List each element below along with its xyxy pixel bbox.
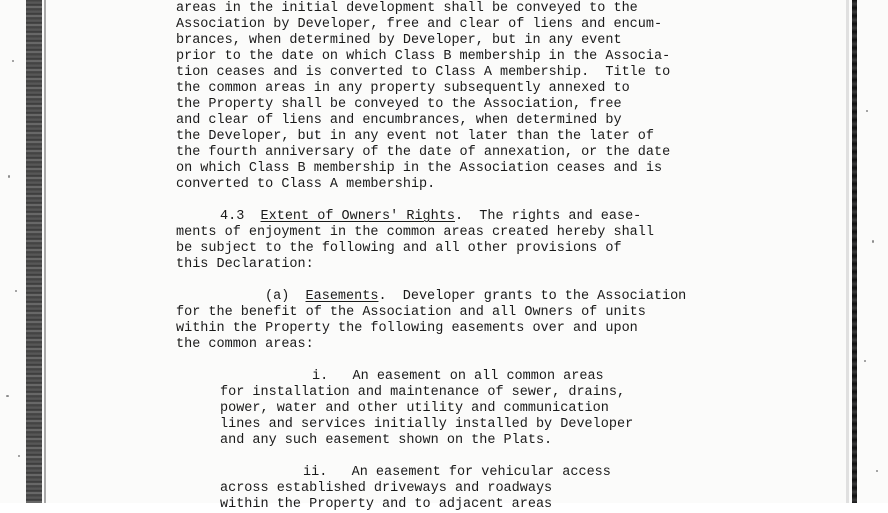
text-line: tion ceases and is converted to Class A membership. Title to xyxy=(176,65,671,80)
subsection-label: (a) xyxy=(265,289,290,304)
scan-edge-right xyxy=(852,0,857,503)
text-line: for the benefit of the Association and all Owners of units xyxy=(176,305,646,320)
text-line: areas in the initial development shall be conveyed to the xyxy=(176,1,638,16)
item-first-line xyxy=(312,369,604,385)
text-line: the fourth anniversary of the date of annexation, or the date xyxy=(176,145,671,160)
text-line: the Developer, but in any event not later than the later of xyxy=(176,129,654,144)
section-number: 4.3 xyxy=(220,209,245,224)
text-line: brances, when determined by Developer, but in any event xyxy=(176,33,622,48)
text-line: prior to the date on which Class B membership in the Associa- xyxy=(176,49,671,64)
text-line: power, water and other utility and communication xyxy=(220,401,609,416)
text-line: within the Property and to adjacent areas xyxy=(220,497,553,512)
text-line: and any such easement shown on the Plats. xyxy=(220,433,553,448)
text-line: and clear of liens and encumbrances, when determined by xyxy=(176,113,622,128)
text-line: across established driveways and roadways xyxy=(220,481,553,496)
scan-edge-right-shadow xyxy=(846,0,849,503)
text-line: Association by Developer, free and clear of liens and encum- xyxy=(176,17,663,32)
text-line: within the Property the following easements over and upon xyxy=(176,321,638,336)
text-line: the common areas in any property subsequently annexed to xyxy=(176,81,630,96)
item-label: i. xyxy=(312,369,329,384)
text-line: for installation and maintenance of sewer, drains, xyxy=(220,385,626,400)
text-line: the common areas: xyxy=(176,337,314,352)
text-line: lines and services initially installed by Developer xyxy=(220,417,634,432)
item-first-line-text: An easement for vehicular access xyxy=(351,465,611,480)
item-label: ii. xyxy=(303,465,328,480)
section-heading-line xyxy=(220,209,641,225)
subsection-first-line-rest: . Developer grants to the Association xyxy=(378,289,687,304)
text-line: the Property shall be conveyed to the Association, free xyxy=(176,97,622,112)
text-line: converted to Class A membership. xyxy=(176,177,436,192)
section-heading: Extent of Owners' Rights xyxy=(260,209,455,224)
text-line: be subject to the following and all other provisions of xyxy=(176,241,622,256)
subsection-heading: Easements xyxy=(305,289,379,304)
scan-edge-left xyxy=(26,0,42,503)
section-first-line-rest: . The rights and ease- xyxy=(454,209,642,224)
text-line: this Declaration: xyxy=(176,257,314,272)
item-first-line-text: An easement on all common areas xyxy=(352,369,604,384)
subsection-heading-line xyxy=(265,289,686,305)
text-line: ments of enjoyment in the common areas created hereby shall xyxy=(176,225,654,240)
text-line: on which Class B membership in the Association ceases and is xyxy=(176,161,663,176)
scan-edge-left-line xyxy=(44,0,46,503)
item-first-line xyxy=(303,465,611,481)
